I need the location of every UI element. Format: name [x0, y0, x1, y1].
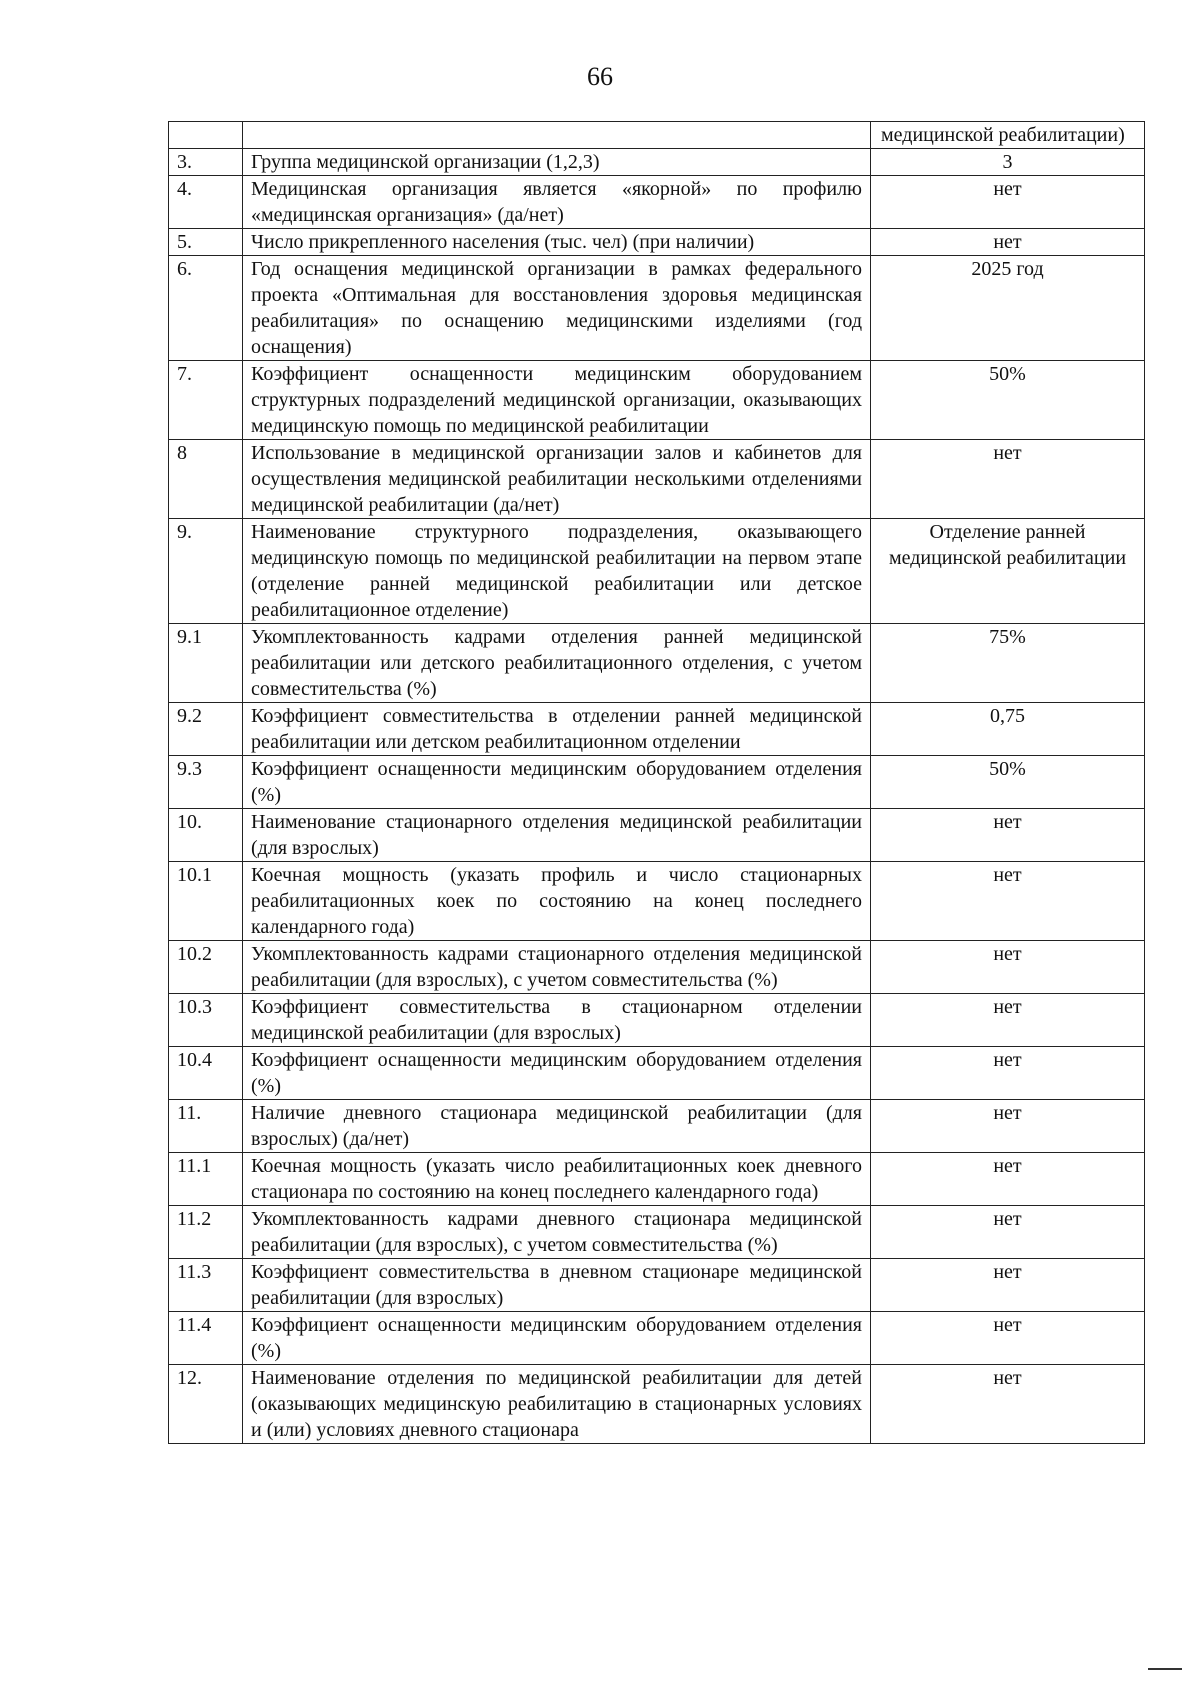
table-row — [169, 941, 1145, 994]
row-value: медицинской реабилитации) — [871, 122, 1145, 149]
row-number: 3. — [169, 149, 243, 176]
table-row — [169, 809, 1145, 862]
table-row — [169, 176, 1145, 229]
row-value: нет — [871, 1206, 1145, 1259]
row-number: 9.2 — [169, 703, 243, 756]
row-description: Укомплектованность кадрами стационарного отделения медицинской реабилитации (для взрослых), с учетом совместительства (%) — [243, 941, 871, 994]
row-value: нет — [871, 1312, 1145, 1365]
row-value: 50% — [871, 361, 1145, 440]
table-row — [169, 1365, 1145, 1444]
row-number: 11.1 — [169, 1153, 243, 1206]
table-row — [169, 519, 1145, 624]
row-description: Коэффициент оснащенности медицинским оборудованием структурных подразделений медицинской организации, оказывающих медицинскую помощь по медицинской реабилитации — [243, 361, 871, 440]
row-number — [169, 122, 243, 149]
row-description: Группа медицинской организации (1,2,3) — [243, 149, 871, 176]
row-description: Укомплектованность кадрами дневного стационара медицинской реабилитации (для взрослых), с учетом совместительства (%) — [243, 1206, 871, 1259]
row-number: 4. — [169, 176, 243, 229]
row-number: 11. — [169, 1100, 243, 1153]
table-row — [169, 361, 1145, 440]
row-number: 5. — [169, 229, 243, 256]
row-number: 11.2 — [169, 1206, 243, 1259]
row-number: 8 — [169, 440, 243, 519]
table-row — [169, 1047, 1145, 1100]
table-row — [169, 229, 1145, 256]
scan-edge-mark — [1148, 1668, 1182, 1670]
row-value: нет — [871, 1259, 1145, 1312]
table-row — [169, 1312, 1145, 1365]
row-number: 9.1 — [169, 624, 243, 703]
row-value: нет — [871, 994, 1145, 1047]
row-value: 50% — [871, 756, 1145, 809]
row-description: Коэффициент оснащенности медицинским оборудованием отделения (%) — [243, 1312, 871, 1365]
indicators-table — [168, 121, 1145, 1444]
row-value: Отделение ранней медицинской реабилитации — [871, 519, 1145, 624]
row-number: 10.1 — [169, 862, 243, 941]
table-row — [169, 1153, 1145, 1206]
row-value: нет — [871, 176, 1145, 229]
row-number: 7. — [169, 361, 243, 440]
table-row — [169, 1259, 1145, 1312]
row-value: 75% — [871, 624, 1145, 703]
table-row — [169, 703, 1145, 756]
row-value: нет — [871, 1365, 1145, 1444]
row-value: нет — [871, 229, 1145, 256]
row-value: нет — [871, 1047, 1145, 1100]
row-description: Коэффициент совместительства в стационарном отделении медицинской реабилитации (для взрослых) — [243, 994, 871, 1047]
table-row — [169, 1206, 1145, 1259]
row-description: Наименование стационарного отделения медицинской реабилитации (для взрослых) — [243, 809, 871, 862]
row-description: Коэффициент совместительства в дневном стационаре медицинской реабилитации (для взрослых) — [243, 1259, 871, 1312]
table-row — [169, 624, 1145, 703]
row-number: 11.3 — [169, 1259, 243, 1312]
row-value: 0,75 — [871, 703, 1145, 756]
table-row — [169, 1100, 1145, 1153]
row-value: нет — [871, 1153, 1145, 1206]
row-number: 10. — [169, 809, 243, 862]
row-value: нет — [871, 809, 1145, 862]
row-description: Число прикрепленного населения (тыс. чел) (при наличии) — [243, 229, 871, 256]
table-row — [169, 862, 1145, 941]
row-value: 2025 год — [871, 256, 1145, 361]
row-number: 12. — [169, 1365, 243, 1444]
row-number: 9. — [169, 519, 243, 624]
page-number: 66 — [587, 62, 613, 91]
table-row — [169, 122, 1145, 149]
row-value: 3 — [871, 149, 1145, 176]
row-value: нет — [871, 440, 1145, 519]
row-description: Коечная мощность (указать число реабилитационных коек дневного стационара по состоянию на конец последнего календарного года) — [243, 1153, 871, 1206]
row-number: 11.4 — [169, 1312, 243, 1365]
row-description: Год оснащения медицинской организации в рамках федерального проекта «Оптимальная для восстановления здоровья медицинская реабилитация» по оснащению медицинскими изделиями (год оснащения) — [243, 256, 871, 361]
table-row — [169, 149, 1145, 176]
row-description: Наименование структурного подразделения, оказывающего медицинскую помощь по медицинской реабилитации на первом этапе (отделение ранней медицинской реабилитации или детское реабилитационное отделение) — [243, 519, 871, 624]
row-number: 10.2 — [169, 941, 243, 994]
row-description: Укомплектованность кадрами отделения ранней медицинской реабилитации или детского реабилитационного отделения, с учетом совместительства (%) — [243, 624, 871, 703]
row-description: Коэффициент оснащенности медицинским оборудованием отделения (%) — [243, 1047, 871, 1100]
table-row — [169, 756, 1145, 809]
row-number: 6. — [169, 256, 243, 361]
row-description: Наименование отделения по медицинской реабилитации для детей (оказывающих медицинскую реабилитацию в стационарных условиях и (или) условиях дневного стационара — [243, 1365, 871, 1444]
row-value: нет — [871, 941, 1145, 994]
row-value: нет — [871, 862, 1145, 941]
row-description: Коэффициент совместительства в отделении ранней медицинской реабилитации или детском реабилитационном отделении — [243, 703, 871, 756]
row-number: 10.3 — [169, 994, 243, 1047]
row-description: Коечная мощность (указать профиль и число стационарных реабилитационных коек по состоянию на конец последнего календарного года) — [243, 862, 871, 941]
table-row — [169, 440, 1145, 519]
table-row — [169, 994, 1145, 1047]
row-number: 10.4 — [169, 1047, 243, 1100]
row-description: Использование в медицинской организации залов и кабинетов для осуществления медицинской реабилитации несколькими отделениями медицинской реабилитации (да/нет) — [243, 440, 871, 519]
row-description: Коэффициент оснащенности медицинским оборудованием отделения (%) — [243, 756, 871, 809]
indicators-table-body — [169, 122, 1145, 1444]
row-description: Медицинская организация является «якорной» по профилю «медицинская организация» (да/нет) — [243, 176, 871, 229]
table-row — [169, 256, 1145, 361]
row-number: 9.3 — [169, 756, 243, 809]
row-value: нет — [871, 1100, 1145, 1153]
row-description — [243, 122, 871, 149]
row-description: Наличие дневного стационара медицинской реабилитации (для взрослых) (да/нет) — [243, 1100, 871, 1153]
